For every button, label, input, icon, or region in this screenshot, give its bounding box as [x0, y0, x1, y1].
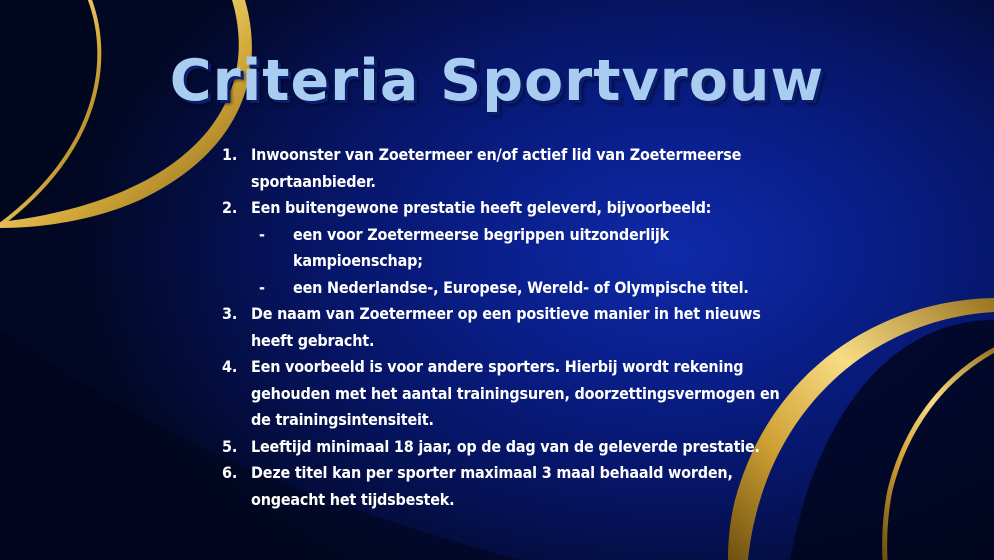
top-left-dark-region: [0, 0, 106, 235]
item-text: Deze titel kan per sporter maximaal 3 maal behaald worden, ongeacht het tijdsbestek.: [251, 463, 733, 509]
sub-item-text: een Nederlandse-, Europese, Wereld- of Olympische titel.: [293, 277, 749, 297]
item-text: Een buitengewone prestatie heeft geleverd, bijvoorbeeld:: [251, 198, 712, 217]
slide-title: Criteria Sportvrouw: [169, 48, 825, 114]
criteria-item-3: [222, 301, 782, 354]
item-number: 3.: [222, 304, 238, 323]
item-text: Leeftijd minimaal 18 jaar, op de dag van de geleverde prestatie.: [251, 436, 760, 456]
sub-list: [251, 222, 782, 302]
criteria-item-6: [222, 460, 782, 513]
item-number: 5.: [222, 436, 238, 456]
criteria-item-1: [222, 142, 782, 195]
item-number: 6.: [222, 463, 238, 482]
item-text: De naam van Zoetermeer op een positieve manier in het nieuws heeft gebracht.: [251, 304, 761, 350]
dash-marker: -: [259, 224, 265, 244]
criteria-list: [222, 142, 782, 513]
criteria-item-4: [222, 354, 782, 434]
criteria-item-5: [222, 434, 782, 461]
item-number: 2.: [222, 198, 238, 217]
item-text: Een voorbeeld is voor andere sporters. Hierbij wordt rekening gehouden met het aantal trainingsuren, doorzettingsvermogen en de trainingsintensiteit.: [251, 357, 780, 429]
bottom-right-dark-region: [790, 320, 994, 560]
sub-item-2: [259, 275, 782, 302]
item-number: 4.: [222, 357, 238, 376]
item-text: Inwoonster van Zoetermeer en/of actief lid van Zoetermeerse sportaanbieder.: [251, 145, 742, 191]
dash-marker: -: [259, 277, 265, 297]
sub-item-1: [259, 222, 782, 275]
criteria-item-2: [222, 195, 782, 301]
sub-item-text: een voor Zoetermeerse begrippen uitzonderlijk kampioenschap;: [293, 224, 670, 270]
item-number: 1.: [222, 145, 238, 164]
